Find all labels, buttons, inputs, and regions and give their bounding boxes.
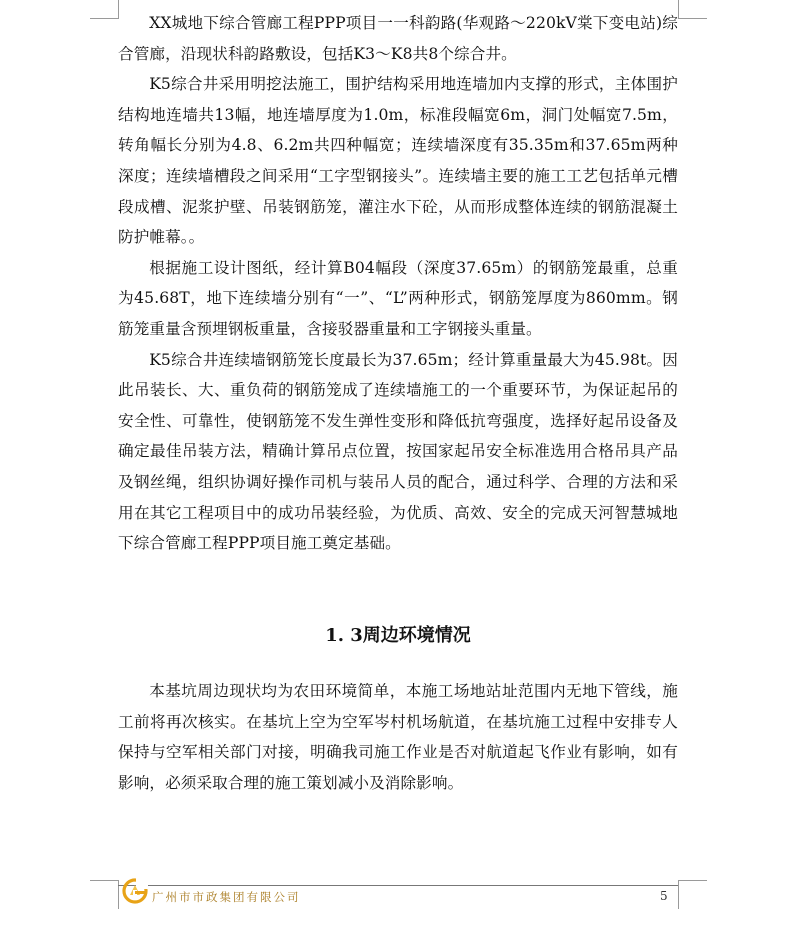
- paragraph-k5-structure: K5综合井采用明挖法施工，围护结构采用地连墙加内支撑的形式，主体围护结构地连墙共13幅，地连墙厚度为1.0m，标准段幅宽6m，洞门处幅宽7.5m，转角幅长分别为4.8、6.2m共四种幅宽；连续墙深度有35.35m和37.65m两种深度；连续墙槽段之间采用“工字型钢接头”。连续墙主要的施工工艺包括单元槽段成槽、泥浆护壁、吊装钢筋笼，灌注水下砼，从而形成整体连续的钢筋混凝土防护帷幕。。: [118, 75, 678, 247]
- paragraph-project-intro: XX城地下综合管廊工程PPP项目一一科韵路(华观路～220kV棠下变电站)综合管廊，沿现状科韵路敷设，包括K3～K8共8个综合井。: [118, 14, 678, 63]
- body-text: [118, 8, 678, 559]
- crop-mark-bottom-left: [90, 880, 119, 909]
- crop-mark-top-left: [90, 0, 119, 19]
- crop-mark-bottom-right: [678, 880, 707, 909]
- section-heading: 1. 3周边环境情况: [325, 625, 471, 646]
- paragraph-cage-weight: 根据施工设计图纸，经计算B04幅段（深度37.65m）的钢筋笼最重，总重为45.68T，地下连续墙分别有“一”、“L”两种形式，钢筋笼厚度为860mm。钢筋笼重量含预埋钢板重量，含接驳器重量和工字钢接头重量。: [118, 258, 678, 338]
- footer-company-name: 广州市市政集团有限公司: [152, 890, 301, 904]
- page-number: 5: [660, 889, 668, 903]
- crop-mark-top-right: [678, 0, 707, 19]
- footer-divider: [118, 885, 678, 886]
- paragraph-surroundings: 本基坑周边现状均为农田环境简单，本施工场地站址范围内无地下管线，施工前将再次核实。在基坑上空为空军岑村机场航道，在基坑施工过程中安排专人保持与空军相关部门对接，明确我司施工作业是否对航道起飞作业有影响，如有影响，必须采取合理的施工策划减小及消除影响。: [118, 682, 678, 792]
- company-logo-icon: [122, 878, 148, 904]
- paragraph-lifting: K5综合井连续墙钢筋笼长度最长为37.65m；经计算重量最大为45.98t。因此吊装长、大、重负荷的钢筋笼成了连续墙施工的一个重要环节，为保证起吊的安全性、可靠性，使钢筋笼不发生弹性变形和降低抗弯强度，选择好起吊设备及确定最佳吊装方法，精确计算吊点位置，按国家起吊安全标准选用合格吊具产品及钢丝绳，组织协调好操作司机与装吊人员的配合，通过科学、合理的方法和采用在其它工程项目中的成功吊装经验，为优质、高效、安全的完成天河智慧城地下综合管廊工程PPP项目施工奠定基础。: [118, 350, 678, 553]
- section-body: [118, 676, 678, 798]
